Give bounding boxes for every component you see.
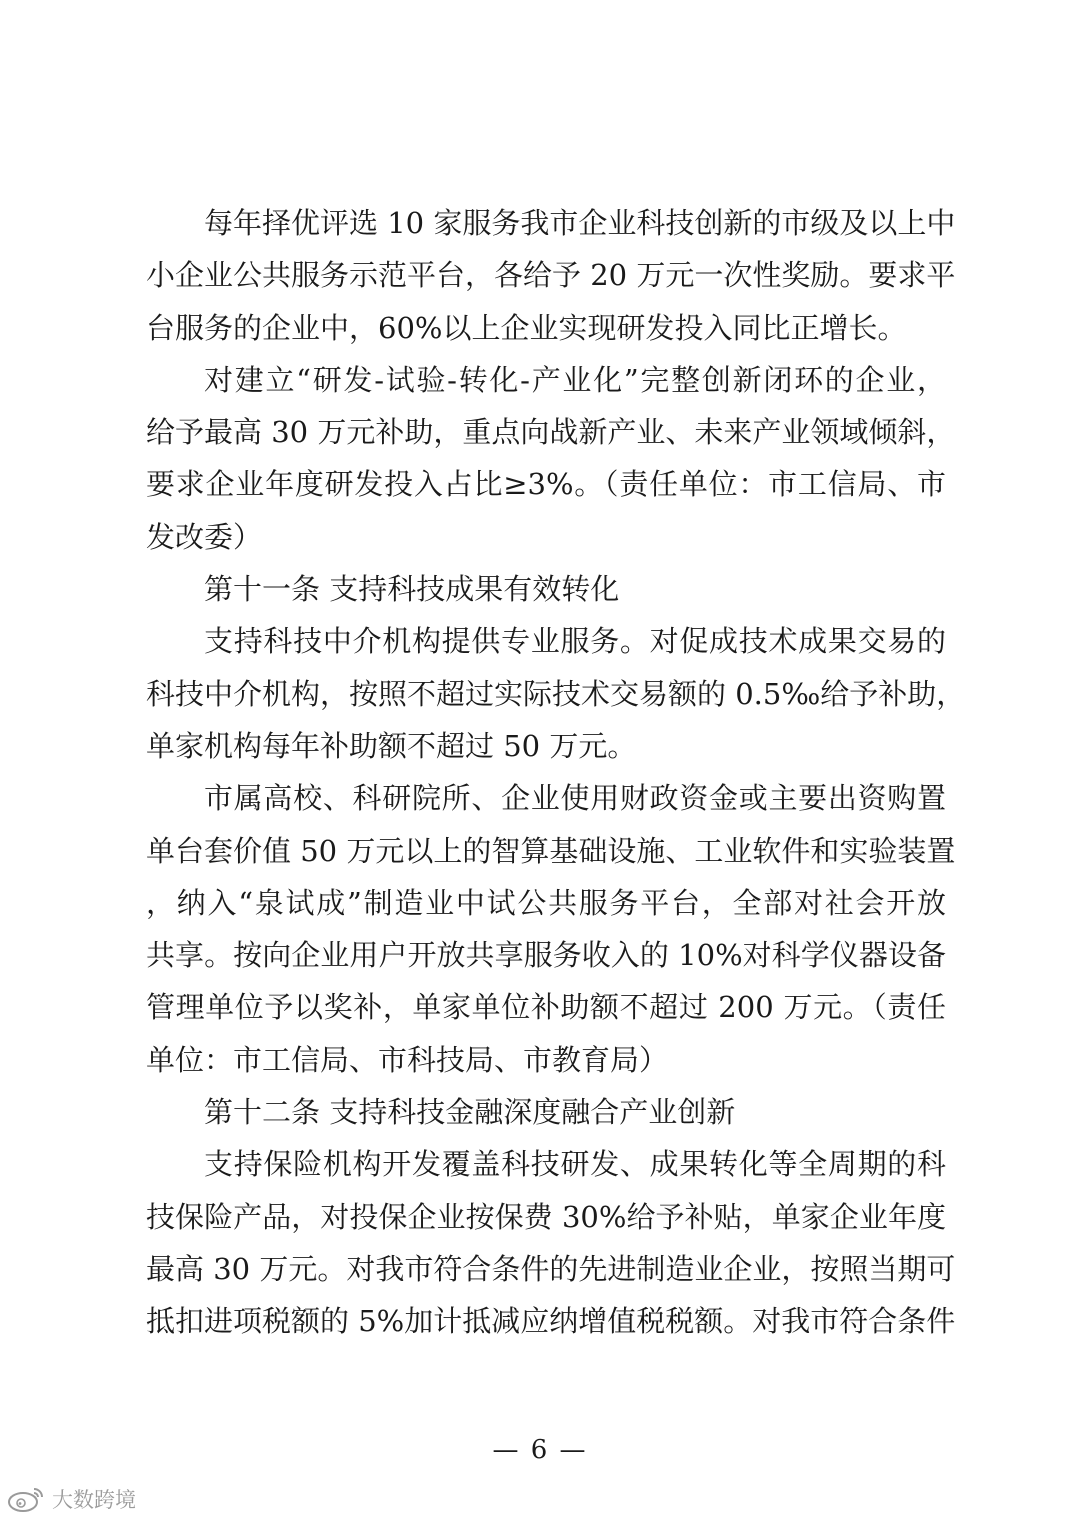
text-line: ，纳入“泉试成”制造业中试公共服务平台，全部对社会开放 xyxy=(146,885,946,920)
text-line: 管理单位予以奖补，单家单位补助额不超过 200 万元。（责任 xyxy=(146,990,946,1025)
text-line: 给予最高 30 万元补助，重点向战新产业、未来产业领域倾斜， xyxy=(146,415,956,450)
paragraph xyxy=(146,197,956,354)
text-line: 市属高校、科研院所、企业使用财政资金或主要出资购置 xyxy=(204,781,946,816)
text-line: 共享。按向企业用户开放共享服务收入的 10%对科学仪器设备 xyxy=(146,938,946,973)
text-line: 技保险产品，对投保企业按保费 30%给予补贴，单家企业年度 xyxy=(146,1199,946,1234)
text-line: 支持保险机构开发覆盖科技研发、成果转化等全周期的科 xyxy=(204,1147,946,1182)
text-line: 要求企业年度研发投入占比≥3%。（责任单位：市工信局、市 xyxy=(146,467,946,502)
text-line: 单台套价值 50 万元以上的智算基础设施、工业软件和实验装置 xyxy=(146,833,956,868)
text-line: 单位：市工信局、市科技局、市教育局） xyxy=(146,1042,669,1077)
weibo-logo-icon xyxy=(6,1485,46,1513)
watermark-text: 大数跨境 xyxy=(52,1488,136,1512)
text-line: 抵扣进项税额的 5%加计抵减应纳增值税税额。对我市符合条件 xyxy=(146,1304,956,1339)
watermark xyxy=(6,1484,136,1514)
text-line: 对建立“研发-试验-转化-产业化”完整创新闭环的企业， xyxy=(204,362,946,397)
text-line: 单家机构每年补助额不超过 50 万元。 xyxy=(146,728,637,763)
paragraph xyxy=(146,354,956,563)
paragraph xyxy=(146,772,956,1086)
page-number: — 6 — xyxy=(492,1435,588,1465)
article-heading xyxy=(146,563,946,615)
text-line: 每年择优评选 10 家服务我市企业科技创新的市级及以上中 xyxy=(204,206,956,240)
heading-line: 第十一条 支持科技成果有效转化 xyxy=(204,572,620,607)
text-line: 发改委） xyxy=(146,519,263,554)
text-line: 支持科技中介机构提供专业服务。对促成技术成果交易的 xyxy=(204,624,946,659)
heading-line: 第十二条 支持科技金融深度融合产业创新 xyxy=(204,1095,736,1130)
paragraph xyxy=(146,615,966,772)
text-line: 台服务的企业中，60%以上企业实现研发投入同比正增长。 xyxy=(146,310,907,345)
text-line: 最高 30 万元。对我市符合条件的先进制造业企业，按照当期可 xyxy=(146,1251,956,1286)
article-heading xyxy=(146,1086,946,1138)
paragraph xyxy=(146,1138,956,1347)
text-line: 小企业公共服务示范平台，各给予 20 万元一次性奖励。要求平 xyxy=(146,258,956,293)
document-body xyxy=(146,197,966,1348)
text-line: 科技中介机构，按照不超过实际技术交易额的 0.5‰给予补助， xyxy=(146,676,966,711)
